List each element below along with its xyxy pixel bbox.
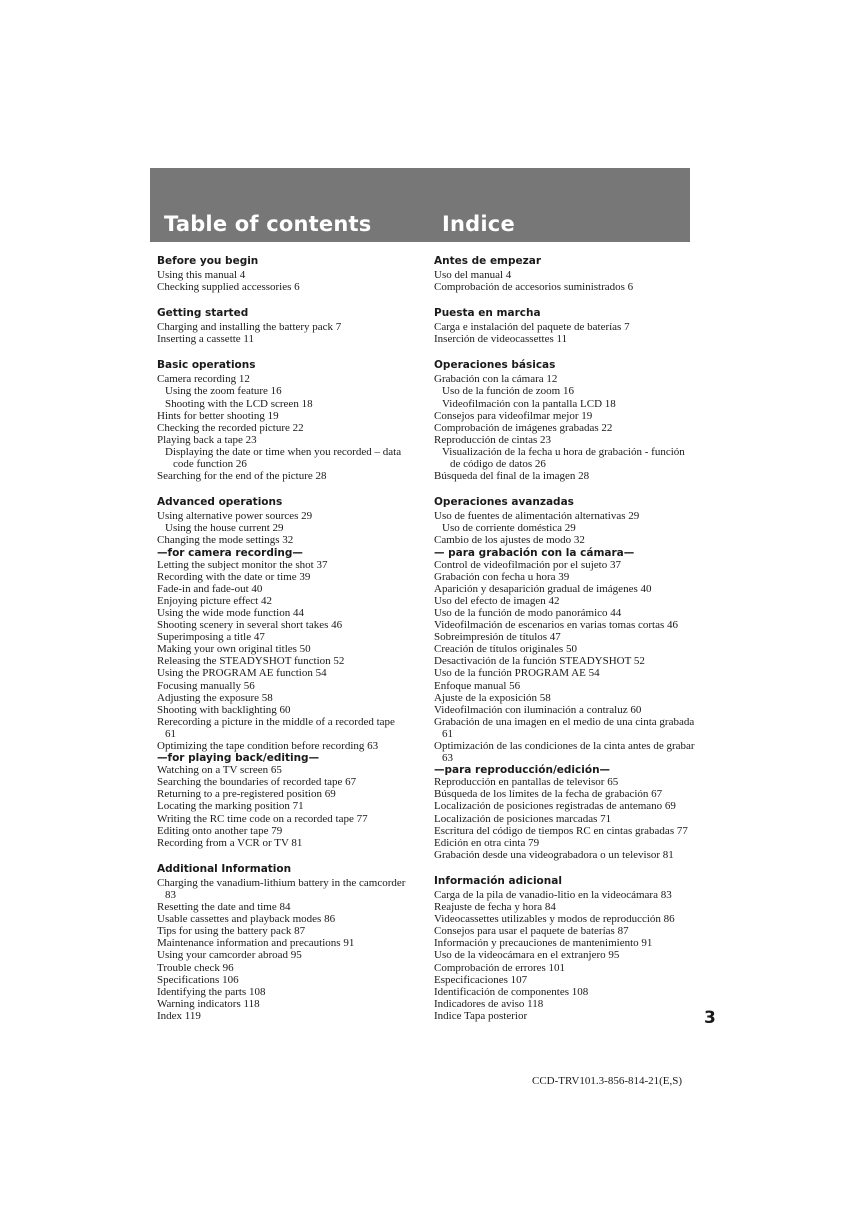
toc-entry: Búsqueda de los límites de la fecha de grabación 67 <box>434 788 663 801</box>
toc-entry: Comprobación de accesorios suministrados 6 <box>434 281 634 294</box>
toc-entry: Reproducción en pantallas de televisor 65 <box>434 776 619 789</box>
toc-entry: Using the zoom feature 16 <box>165 385 282 398</box>
toc-entry: Returning to a pre-registered position 69 <box>157 788 336 801</box>
toc-entry: Desactivación de la función STEADYSHOT 52 <box>434 655 645 668</box>
toc-entry: Identifying the parts 108 <box>157 985 266 998</box>
toc-entry: Adjusting the exposure 58 <box>157 691 273 704</box>
toc-entry: Checking supplied accessories 6 <box>157 281 300 294</box>
toc-entry: Grabación con la cámara 12 <box>434 373 558 386</box>
toc-entry: Inserting a cassette 11 <box>157 333 255 346</box>
toc-entry: Usable cassettes and playback modes 86 <box>157 913 336 926</box>
toc-subheading: —for playing back/editing— <box>157 752 320 765</box>
toc-entry: Indice Tapa posterior <box>434 1009 528 1022</box>
toc-entry: Uso del efecto de imagen 42 <box>434 594 560 607</box>
toc-entry: Focusing manually 56 <box>157 679 255 692</box>
toc-entry: Searching the boundaries of recorded tape 67 <box>157 776 357 789</box>
toc-entry: Recording with the date or time 39 <box>157 570 311 583</box>
toc-entry: Búsqueda del final de la imagen 28 <box>434 470 590 483</box>
toc-entry: Hints for better shooting 19 <box>157 409 279 422</box>
toc-entry: Videocassettes utilizables y modos de reproducción 86 <box>434 913 675 926</box>
toc-entry: Especificaciones 107 <box>434 973 528 986</box>
toc-entry: Writing the RC time code on a recorded tape 77 <box>157 812 368 825</box>
section-heading: Antes de empezar <box>434 255 542 267</box>
section-heading: Advanced operations <box>157 496 283 509</box>
toc-entry: Escritura del código de tiempos RC en cintas grabadas 77 <box>434 824 688 837</box>
toc-entry: Creación de títulos originales 50 <box>434 643 577 656</box>
toc-entry: Videofilmación con la pantalla LCD 18 <box>442 397 616 410</box>
toc-subheading: —for camera recording— <box>157 546 303 559</box>
toc-entry: Checking the recorded picture 22 <box>157 421 304 434</box>
toc-entry: Charging and installing the battery pack 7 <box>157 321 342 334</box>
toc-entry: Shooting with backlighting 60 <box>157 703 291 716</box>
toc-entry: Optimizing the tape condition before recording 63 <box>157 740 379 752</box>
toc-entry: Enjoying picture effect 42 <box>157 594 272 607</box>
toc-entry: Optimización de las condiciones de la cinta antes de grabar 63 <box>434 740 695 765</box>
toc-entry: Identificación de componentes 108 <box>434 985 589 998</box>
toc-entry: Charging the vanadium-lithium battery in the camcorder 83 <box>157 876 406 901</box>
toc-entry: Using this manual 4 <box>157 269 246 281</box>
toc-entry: Grabación con fecha u hora 39 <box>434 570 570 583</box>
toc-entry: Index 119 <box>157 1009 201 1022</box>
toc-section <box>157 496 407 849</box>
toc-entry: Videofilmación de escenarios en varias tomas cortas 46 <box>434 619 679 632</box>
toc-entry: Rerecording a picture in the middle of a recorded tape 61 <box>157 715 395 740</box>
toc-entry: Using your camcorder abroad 95 <box>157 949 302 962</box>
section-heading: Basic operations <box>157 359 256 372</box>
toc-entry: Sobreimpresión de títulos 47 <box>434 631 561 644</box>
toc-entry: Grabación de una imagen en el medio de una cinta grabada 61 <box>434 715 695 740</box>
toc-entry: Reajuste de fecha y hora 84 <box>434 901 556 914</box>
toc-entry: Consejos para videofilmar mejor 19 <box>434 409 593 422</box>
toc-section <box>157 255 407 293</box>
toc-entry: Control de videofilmación por el sujeto 37 <box>434 558 621 571</box>
toc-subheading: — para grabación con la cámara— <box>434 546 635 559</box>
toc-subheading: —para reproducción/edición— <box>434 764 611 777</box>
toc-entry: Maintenance information and precautions 91 <box>157 937 355 950</box>
toc-section <box>434 496 696 861</box>
model-code: CCD-TRV101.3-856-814-21(E,S) <box>532 1075 683 1087</box>
toc-entry: Playing back a tape 23 <box>157 433 257 446</box>
toc-entry: Cambio de los ajustes de modo 32 <box>434 534 585 547</box>
toc-entry: Ajuste de la exposición 58 <box>434 691 551 704</box>
section-heading: Additional Information <box>157 862 292 875</box>
toc-entry: Uso de corriente doméstica 29 <box>442 522 576 535</box>
page-number: 3 <box>704 1008 716 1028</box>
toc-section <box>434 875 696 1022</box>
toc-entry: Indicadores de aviso 118 <box>434 997 544 1010</box>
toc-entry: Tips for using the battery pack 87 <box>157 925 306 938</box>
toc-entry: Specifications 106 <box>157 973 239 986</box>
toc-section <box>434 307 696 345</box>
toc-entry: Uso del manual 4 <box>434 269 512 281</box>
toc-entry: Grabación desde una videograbadora o un televisor 81 <box>434 848 674 861</box>
toc-entry: Using the wide mode function 44 <box>157 606 304 619</box>
toc-entry: Editing onto another tape 79 <box>157 824 283 837</box>
section-heading: Puesta en marcha <box>434 307 541 320</box>
toc-column-spanish <box>434 255 696 1022</box>
toc-entry: Using alternative power sources 29 <box>157 510 313 523</box>
toc-entry: Comprobación de errores 101 <box>434 961 566 974</box>
toc-entry: Watching on a TV screen 65 <box>157 764 282 777</box>
toc-entry: Edición en otra cinta 79 <box>434 836 540 849</box>
toc-entry: Localización de posiciones registradas de antemano 69 <box>434 800 676 813</box>
toc-entry: Recording from a VCR or TV 81 <box>157 836 303 849</box>
toc-entry: Locating the marking position 71 <box>157 800 304 813</box>
toc-entry: Warning indicators 118 <box>157 997 260 1010</box>
toc-entry: Releasing the STEADYSHOT function 52 <box>157 655 345 668</box>
toc-entry: Uso de la función PROGRAM AE 54 <box>434 667 600 680</box>
toc-entry: Making your own original titles 50 <box>157 643 311 656</box>
toc-entry: Uso de la videocámara en el extranjero 95 <box>434 949 620 962</box>
toc-entry: Camera recording 12 <box>157 373 250 386</box>
toc-entry: Videofilmación con iluminación a contraluz 60 <box>434 703 642 716</box>
toc-entry: Using the house current 29 <box>165 522 284 535</box>
toc-entry: Reproducción de cintas 23 <box>434 433 551 446</box>
toc-entry: Fade-in and fade-out 40 <box>157 582 263 595</box>
toc-entry: Información y precauciones de mantenimiento 91 <box>434 937 653 950</box>
toc-entry: Uso de la función de zoom 16 <box>442 385 574 398</box>
toc-entry: Searching for the end of the picture 28 <box>157 470 327 483</box>
toc-entry: Uso de fuentes de alimentación alternativas 29 <box>434 510 640 523</box>
toc-section <box>434 255 696 293</box>
toc-entry: Shooting with the LCD screen 18 <box>165 397 313 410</box>
toc-entry: Inserción de videocassettes 11 <box>434 333 568 346</box>
toc-entry: Visualización de la fecha u hora de grabación - función de código de datos 26 <box>442 445 685 471</box>
toc-section <box>157 307 407 345</box>
toc-entry: Displaying the date or time when you recorded – data code function 26 <box>165 445 402 471</box>
toc-entry: Letting the subject monitor the shot 37 <box>157 558 328 571</box>
toc-entry: Localización de posiciones marcadas 71 <box>434 812 612 825</box>
title-banner <box>150 168 690 242</box>
toc-entry: Carga de la pila de vanadio-litio en la videocámara 83 <box>434 888 672 901</box>
toc-entry: Superimposing a title 47 <box>157 631 265 644</box>
toc-entry: Shooting scenery in several short takes 46 <box>157 619 343 632</box>
toc-entry: Uso de la función de modo panorámico 44 <box>434 606 622 619</box>
title-english: Table of contents <box>164 212 372 236</box>
toc-section <box>157 359 407 482</box>
title-spanish: Indice <box>442 212 515 236</box>
toc-entry: Aparición y desaparición gradual de imágenes 40 <box>434 582 652 595</box>
toc-entry: Comprobación de imágenes grabadas 22 <box>434 421 613 434</box>
toc-entry: Enfoque manual 56 <box>434 679 521 692</box>
toc-entry: Using the PROGRAM AE function 54 <box>157 667 327 680</box>
toc-entry: Resetting the date and time 84 <box>157 901 291 914</box>
toc-entry: Consejos para usar el paquete de baterías 87 <box>434 925 629 938</box>
section-heading: Operaciones avanzadas <box>434 496 574 509</box>
toc-section <box>157 863 407 1022</box>
section-heading: Información adicional <box>434 874 562 887</box>
section-heading: Before you begin <box>157 255 259 267</box>
toc-section <box>434 359 696 482</box>
toc-column-english <box>157 255 407 1022</box>
section-heading: Getting started <box>157 307 249 320</box>
toc-entry: Carga e instalación del paquete de baterías 7 <box>434 321 630 334</box>
toc-entry: Changing the mode settings 32 <box>157 534 294 547</box>
section-heading: Operaciones básicas <box>434 359 556 372</box>
toc-entry: Trouble check 96 <box>157 961 234 974</box>
